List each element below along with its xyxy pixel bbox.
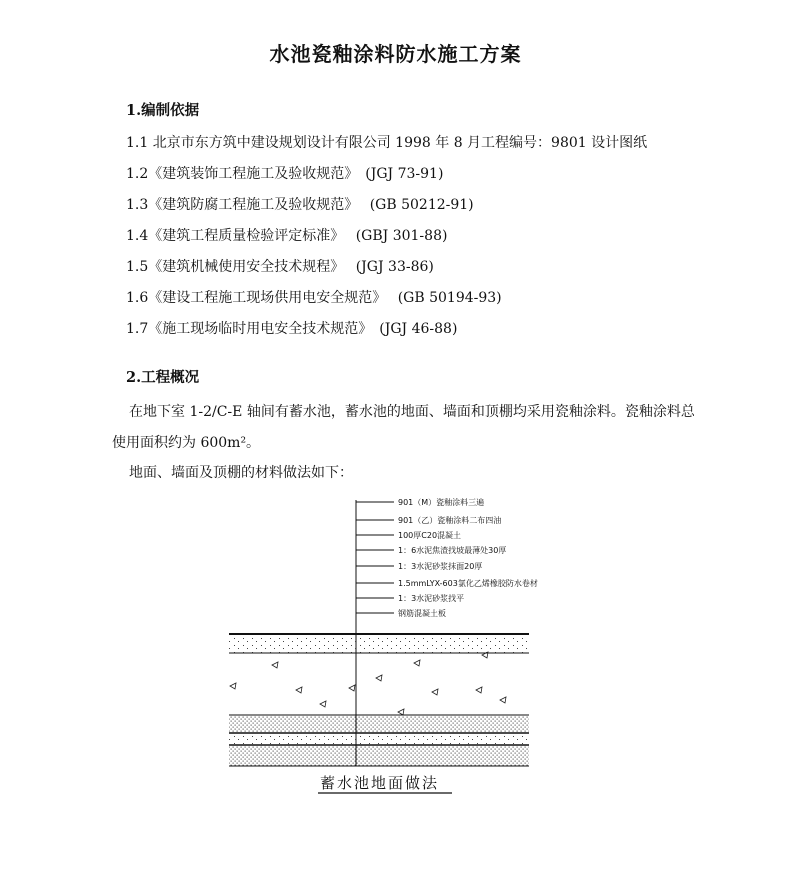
reference-item: 1.3《建筑防腐工程施工及验收规范》 (GB 50212-91) (126, 197, 474, 213)
aggregate-mark (376, 675, 382, 681)
slag-layer (229, 716, 529, 733)
mortar-layer (229, 635, 529, 653)
slab-layer (229, 746, 529, 766)
page-title: 水池瓷釉涂料防水施工方案 (269, 42, 522, 66)
section-layers (229, 634, 529, 766)
layer-label: 901（乙）瓷釉涂料二布四油 (398, 516, 502, 525)
diagram-caption: 蓄水池地面做法 (320, 774, 440, 792)
reference-item: 1.4《建筑工程质量检验评定标准》 (GBJ 301-88) (126, 228, 448, 244)
reference-list (126, 132, 647, 349)
layer-label: 1：3水泥砂浆抹面20厚 (398, 562, 483, 571)
section-heading-overview: 2.工程概况 (126, 369, 200, 386)
layer-label: 1：3水泥砂浆找平 (398, 594, 465, 603)
reference-item: 1.1 北京市东方筑中建设规划设计有限公司 1998 年 8 月工程编号：9801 设计图纸 (126, 135, 648, 151)
aggregate-mark (432, 689, 438, 695)
reference-item: 1.6《建设工程施工现场供用电安全规范》 (GB 50194-93) (126, 290, 502, 306)
aggregate-mark (414, 660, 420, 666)
leader-lines (356, 502, 394, 613)
aggregate-mark (476, 687, 482, 693)
aggregate-mark (296, 687, 302, 693)
screed-layer (229, 734, 529, 745)
layer-label: 100厚C20混凝土 (398, 531, 462, 540)
reference-item: 1.7《施工现场临时用电安全技术规范》 (JGJ 46-88) (126, 321, 458, 337)
aggregate-mark (349, 685, 355, 691)
concrete-aggregate (230, 652, 506, 715)
aggregate-mark (500, 697, 506, 703)
layer-label: 钢筋混凝土板 (398, 609, 446, 618)
floor-section-diagram (224, 490, 544, 800)
aggregate-mark (230, 683, 236, 689)
materials-intro: 地面、墙面及顶棚的材料做法如下： (129, 465, 353, 481)
section-heading-basis: 1.编制依据 (126, 102, 200, 119)
aggregate-mark (272, 662, 278, 668)
layer-label: 1：6水泥焦渣找坡最薄处30厚 (398, 546, 507, 555)
layer-label: 1.5mmLYX-603氯化乙烯橡胶防水卷材 (398, 579, 538, 588)
reference-item: 1.5《建筑机械使用安全技术规程》 (JGJ 33-86) (126, 259, 434, 275)
reference-item: 1.2《建筑装饰工程施工及验收规范》 (JGJ 73-91) (126, 166, 444, 182)
overview-paragraph: 在地下室 1-2/C-E 轴间有蓄水池，蓄水池的地面、墙面和顶棚均采用瓷釉涂料。瓷釉涂料总使用面积约为 600m²。 (112, 404, 695, 451)
aggregate-mark (398, 709, 404, 715)
aggregate-mark (320, 701, 326, 707)
layer-label: 901（M）瓷釉涂料三遍 (398, 498, 485, 507)
